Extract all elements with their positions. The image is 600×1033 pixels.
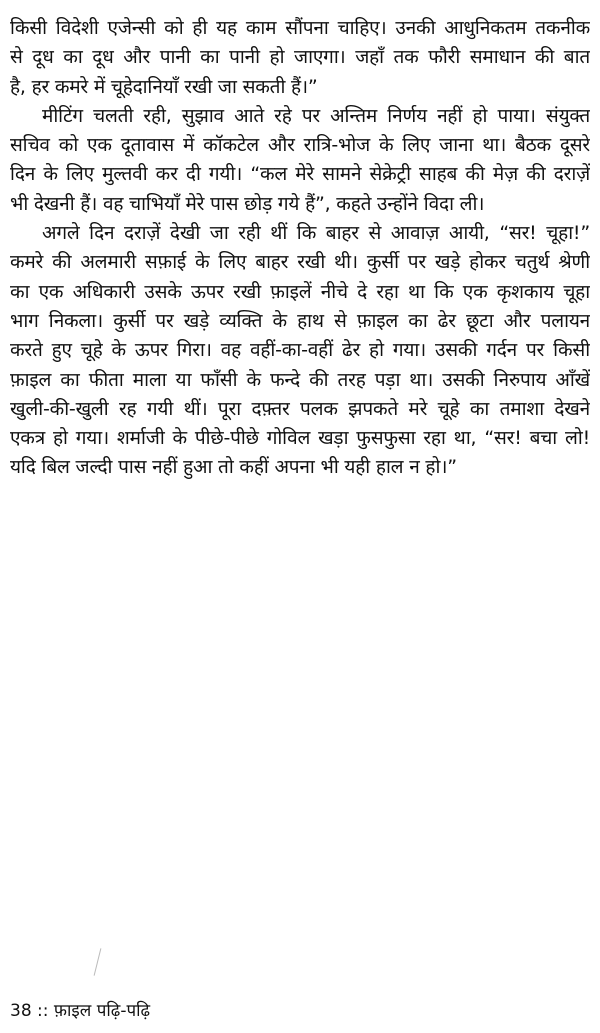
- page-footer: [10, 1000, 150, 1022]
- text-line: से दूध का दूध और पानी का पानी हो जाएगा। जहाँ तक फौरी समाधान की बात: [10, 46, 590, 69]
- text-line: किसी विदेशी एजेन्सी को ही यह काम सौंपना चाहिए। उनकी आधुनिकतम तकनीक: [10, 17, 590, 39]
- pencil-mark: [94, 948, 102, 975]
- text-line: अगले दिन दराज़ें देखी जा रही थीं कि बाहर से आवाज़ आयी, “सर! चूहा!”: [42, 222, 590, 245]
- body-text: [10, 14, 590, 483]
- text-line: मीटिंग चलती रही, सुझाव आते रहे पर अन्तिम निर्णय नहीं हो पाया। संयुक्त: [42, 104, 590, 127]
- text-line: दिन के लिए मुल्तवी कर दी गयी। “कल मेरे सामने सेक्रेट्री साहब की मेज़ की दराज़ें: [10, 163, 590, 186]
- running-title: फ़ाइल पढ़ि-पढ़ि: [53, 1001, 151, 1021]
- text-line: है, हर कमरे में चूहेदानियाँ रखी जा सकती हैं।”: [10, 75, 318, 98]
- text-line: फ़ाइल का फीता माला या फाँसी के फन्दे की तरह पड़ा था। उसकी निरुपाय आँखें: [10, 368, 590, 391]
- text-line: सचिव को एक दूतावास में कॉकटेल और रात्रि-भोज के लिए जाना था। बैठक दूसरे: [10, 134, 590, 157]
- text-line: भी देखनी हैं। वह चाभियाँ मेरे पास छोड़ गये हैं”, कहते उन्होंने विदा ली।: [10, 192, 485, 215]
- text-line: एकत्र हो गया। शर्माजी के पीछे-पीछे गोविल खड़ा फुसफुसा रहा था, “सर! बचा लो!: [10, 427, 590, 450]
- text-line: खुली-की-खुली रह गयी थीं। पूरा दफ़्तर पलक झपकते मरे चूहे का तमाशा देखने: [10, 397, 590, 420]
- page-number: 38: [10, 1001, 32, 1021]
- text-line: भाग निकला। कुर्सी पर खड़े व्यक्ति के हाथ से फ़ाइल का ढेर छूटा और पलायन: [10, 309, 590, 332]
- text-line: कमरे की अलमारी सफ़ाई के लिए बाहर रखी थी। कुर्सी पर खड़े होकर चतुर्थ श्रेणी: [10, 251, 590, 274]
- text-line: करते हुए चूहे के ऊपर गिरा। वह वहीं-का-वहीं ढेर हो गया। उसकी गर्दन पर किसी: [10, 339, 590, 362]
- text-line: यदि बिल जल्दी पास नहीं हुआ तो कहीं अपना भी यही हाल न हो।”: [10, 456, 457, 479]
- text-line: का एक अधिकारी उसके ऊपर रखी फ़ाइलें नीचे दे रहा था कि एक कृशकाय चूहा: [10, 280, 590, 303]
- footer-separator: ::: [37, 1001, 49, 1021]
